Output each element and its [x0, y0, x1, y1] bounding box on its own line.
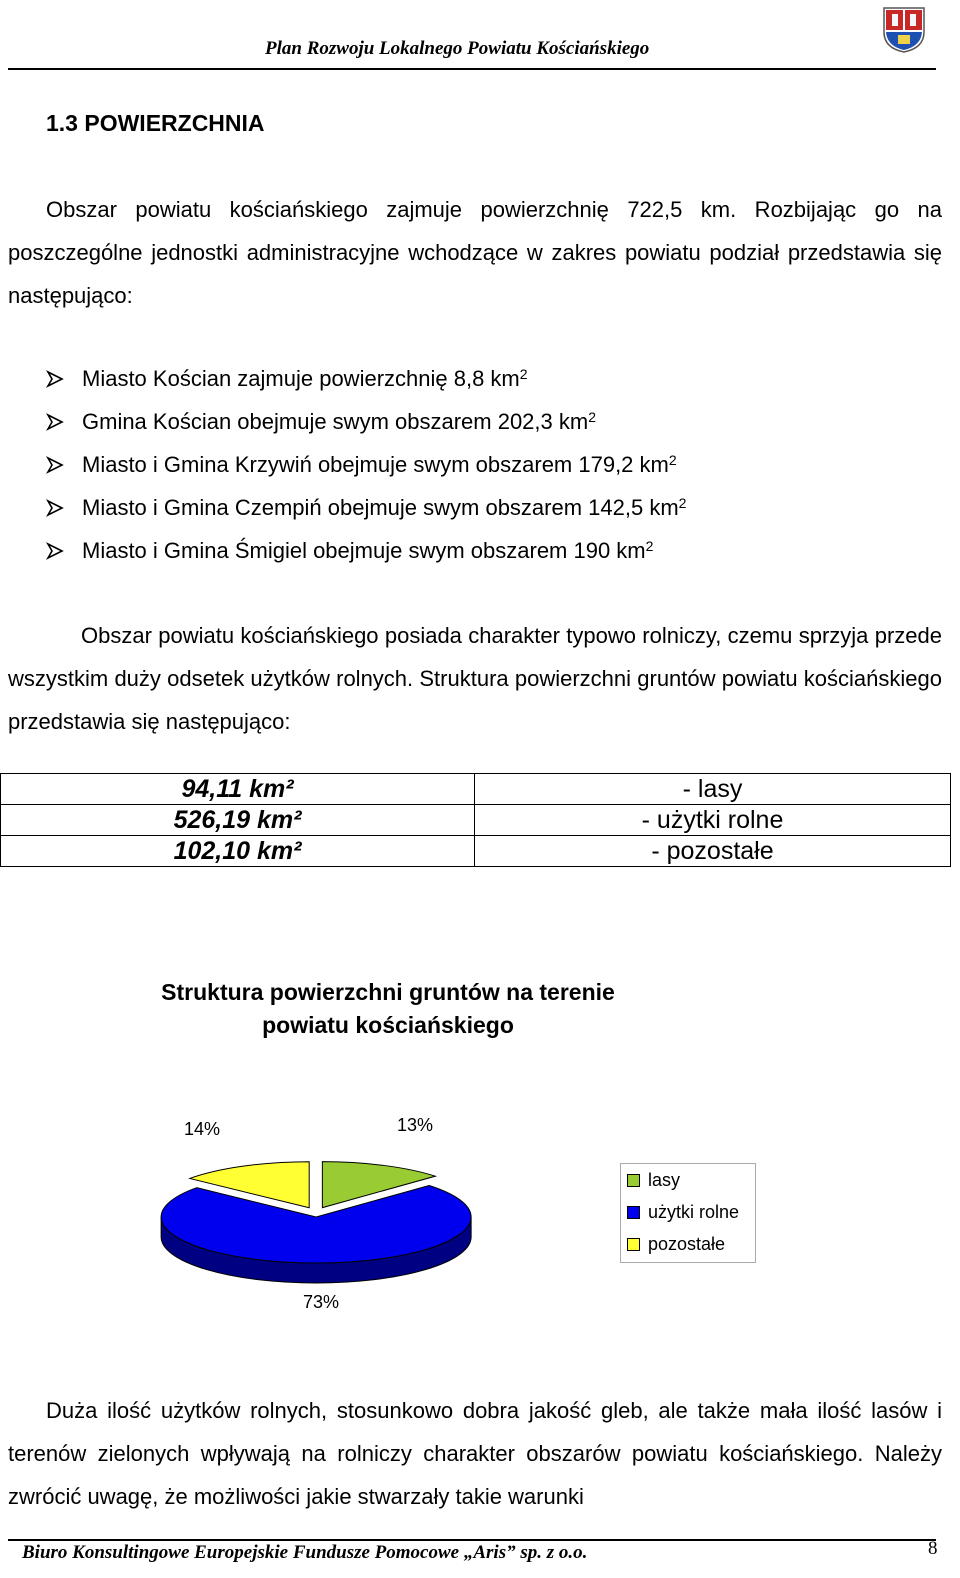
- area-value: 94,11 km²: [1, 774, 475, 805]
- arrow-bullet-icon: [46, 413, 82, 431]
- header-title: Plan Rozwoju Lokalnego Powiatu Kościańskiego: [265, 38, 650, 59]
- list-item-text: Gmina Kościan obejmuje swym obszarem 202,3 km: [82, 409, 589, 434]
- legend-label: lasy: [648, 1170, 681, 1190]
- section-title: 1.3 POWIERZCHNIA: [46, 110, 265, 136]
- legend-label: użytki rolne: [648, 1202, 740, 1222]
- closing-paragraph: [8, 1389, 942, 1518]
- chart-legend: [620, 1163, 756, 1263]
- arrow-bullet-icon: [46, 370, 82, 388]
- legend-swatch: [627, 1238, 640, 1251]
- superscript: 2: [645, 538, 654, 554]
- legend-swatch: [627, 1206, 640, 1219]
- chart-title: [120, 976, 656, 1042]
- list-item: [46, 486, 686, 529]
- pie-slice-top: [161, 1186, 471, 1263]
- footer-rule: [8, 1539, 936, 1541]
- list-item-text: Miasto i Gmina Krzywiń obejmuje swym obszarem 179,2 km: [82, 452, 669, 477]
- structure-text: Obszar powiatu kościańskiego posiada charakter typowo rolniczy, czemu sprzyja przede wszystkim duży odsetek użytków rolnych. Struktura powierzchni gruntów powiatu kościańskiego przedstawia się następująco:: [8, 623, 942, 734]
- chart-title-line: powiatu kościańskiego: [262, 1012, 514, 1038]
- list-item: [46, 529, 686, 572]
- intro-paragraph: [8, 188, 942, 317]
- legend-item: [627, 1234, 725, 1255]
- land-structure-table: [0, 773, 951, 867]
- area-value: 102,10 km²: [1, 836, 475, 867]
- arrow-bullet-icon: [46, 542, 82, 560]
- structure-paragraph: [8, 614, 942, 743]
- superscript: 2: [668, 452, 677, 468]
- coat-of-arms-logo: [880, 2, 928, 54]
- pie-slice-side: [161, 1217, 471, 1283]
- legend-label: pozostałe: [648, 1234, 726, 1254]
- chart-title-line: Struktura powierzchni gruntów na terenie: [161, 979, 615, 1005]
- legend-item: [627, 1170, 680, 1191]
- arrow-bullet-icon: [46, 456, 82, 474]
- legend-item: [627, 1202, 739, 1223]
- area-category: - lasy: [475, 774, 951, 805]
- list-item: [46, 357, 686, 400]
- footer-text: Biuro Konsultingowe Europejskie Fundusze Pomocowe „Aris” sp. z o.o.: [22, 1542, 588, 1563]
- list-item-text: Miasto Kościan zajmuje powierzchnię 8,8 km: [82, 366, 520, 391]
- list-item-text: Miasto i Gmina Śmigiel obejmuje swym obszarem 190 km: [82, 538, 646, 563]
- intro-text: Obszar powiatu kościańskiego zajmuje powierzchnię 722,5 km. Rozbijając go na poszczególne jednostki administracyjne wchodzące w zakres powiatu podział przedstawia się następująco:: [8, 197, 942, 308]
- pie-slice-top: [322, 1162, 435, 1208]
- data-label-uzytki-rolne: 73%: [303, 1292, 340, 1312]
- list-item: [46, 400, 686, 443]
- closing-text: Duża ilość użytków rolnych, stosunkowo dobra jakość gleb, ale także mała ilość lasów i terenów zielonych wpływają na rolniczy charakter obszarów powiatu kościańskiego. Należy zwrócić uwagę, że możliwości jakie stwarzały takie warunki: [8, 1398, 942, 1509]
- data-label-lasy: 13%: [397, 1115, 434, 1135]
- list-item-text: Miasto i Gmina Czempiń obejmuje swym obszarem 142,5 km: [82, 495, 679, 520]
- area-category: - pozostałe: [475, 836, 951, 867]
- municipality-list: [46, 357, 686, 572]
- header-rule: [8, 68, 936, 70]
- data-label-pozostale: 14%: [184, 1119, 221, 1139]
- list-item: [46, 443, 686, 486]
- table-row: [1, 774, 951, 805]
- pie-slice-lasy: [322, 1162, 435, 1208]
- area-category: - użytki rolne: [475, 805, 951, 836]
- superscript: 2: [678, 495, 687, 511]
- table-row: [1, 805, 951, 836]
- superscript: 2: [588, 409, 597, 425]
- superscript: 2: [519, 366, 528, 382]
- legend-swatch: [627, 1174, 640, 1187]
- pie-slice-użytki-rolne: [161, 1186, 471, 1283]
- pie-slice-top: [190, 1162, 309, 1208]
- pie-slice-pozostałe: [190, 1162, 309, 1208]
- page-number: 8: [928, 1538, 938, 1559]
- area-value: 526,19 km²: [1, 805, 475, 836]
- table-row: [1, 836, 951, 867]
- arrow-bullet-icon: [46, 499, 82, 517]
